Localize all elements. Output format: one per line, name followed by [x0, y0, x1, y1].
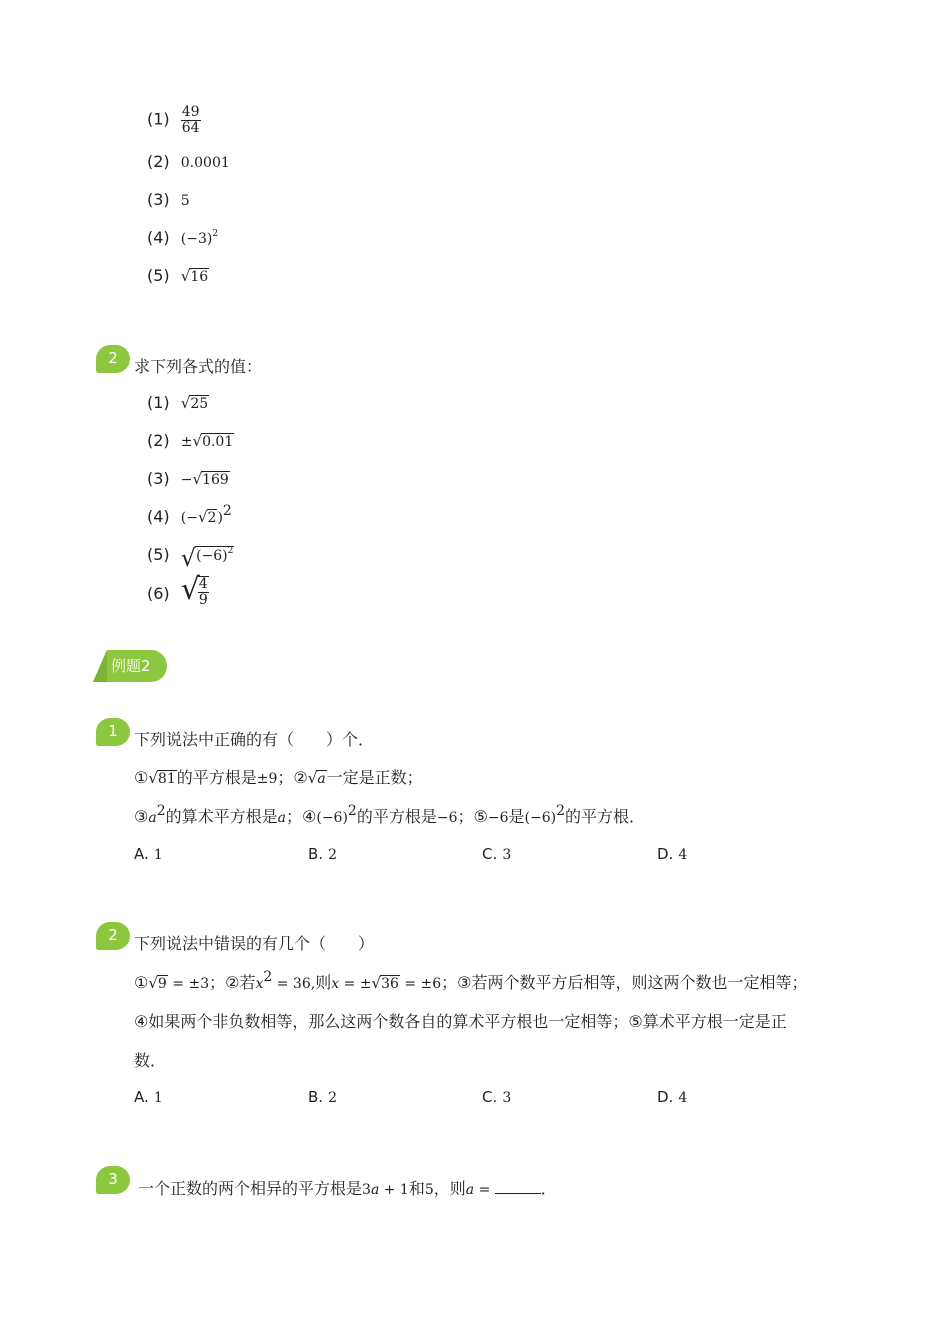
exponent: 2 [222, 503, 232, 519]
item-number: (6) [147, 584, 170, 603]
item-number: (4) [147, 507, 170, 526]
exponent: 2 [263, 969, 273, 985]
example-label: 例题2 [111, 657, 151, 675]
math-value: (−6) [316, 810, 348, 826]
question-number-badge: 3 [96, 1166, 130, 1194]
square-root [148, 769, 176, 787]
text: 的平方根是 [176, 768, 257, 787]
square-root [181, 544, 235, 572]
s1-item-5 [147, 266, 209, 285]
item-number: (2) [147, 152, 170, 171]
variable: x [331, 976, 340, 992]
math-value: = 36, [272, 976, 316, 992]
open-paren: (− [180, 510, 198, 526]
radical-sign-icon: √ [180, 544, 197, 572]
s1-item-1 [147, 105, 201, 135]
exponent: 2 [156, 803, 166, 819]
option-value: 2 [328, 1090, 338, 1106]
s2-item-6 [147, 572, 209, 611]
radicand: 25 [190, 396, 209, 412]
circled-3: ③ [134, 807, 149, 826]
text: 的平方根． [565, 807, 646, 826]
question-number-badge: 1 [96, 718, 130, 746]
radical-sign-icon: √ [197, 508, 208, 526]
question-stem: 下列说法中正确的有（ ）个． [134, 730, 375, 749]
question-number-badge: 2 [96, 922, 130, 950]
text: 和 [408, 1179, 425, 1198]
exponent: 2 [212, 229, 219, 239]
text: 则 [315, 973, 332, 992]
item-number: (2) [147, 431, 170, 450]
option-value: 1 [153, 847, 163, 863]
s1-item-4 [147, 228, 218, 247]
tag-fold-icon [93, 650, 107, 682]
text: ． [540, 1179, 557, 1198]
question-stem [138, 1176, 557, 1199]
option-b[interactable] [308, 844, 337, 863]
text: ；②若 [209, 973, 256, 992]
text: ；⑤ [457, 807, 488, 826]
option-b[interactable] [308, 1087, 337, 1106]
square-root [181, 267, 209, 285]
radical-sign-icon: √ [371, 974, 382, 992]
option-letter: D. [657, 1088, 674, 1106]
math-value: 5 [424, 1182, 434, 1198]
math-value: ±9 [256, 771, 278, 787]
s2-item-3 [147, 469, 230, 488]
radicand: 2 [207, 510, 217, 526]
item-number: (3) [147, 190, 170, 209]
question-number-badge: 2 [96, 345, 130, 373]
math-value: (−6) [524, 810, 557, 826]
radical-sign-icon: √ [192, 432, 203, 450]
radicand: 36 [381, 976, 399, 992]
s2-item-4 [147, 503, 232, 526]
question-stem: 下列说法中错误的有几个（ ） [134, 934, 375, 953]
radicand [195, 546, 234, 564]
option-letter: A. [134, 845, 149, 863]
item-number: (4) [147, 228, 170, 247]
question-prompt: 求下列各式的值： [134, 357, 263, 376]
option-value: 4 [678, 847, 688, 863]
numerator: 49 [181, 104, 200, 120]
fraction [181, 105, 201, 135]
item-number: (3) [147, 469, 170, 488]
math-value: −6 [436, 810, 458, 826]
equals-sign: = [474, 1182, 495, 1198]
square-root [308, 769, 327, 787]
square-root [193, 470, 230, 488]
answer-blank[interactable] [495, 1183, 541, 1194]
option-value: 3 [502, 847, 512, 863]
value: 5 [180, 193, 190, 209]
text: 一定是正数； [326, 768, 423, 787]
statement-line-1 [134, 970, 808, 993]
base: (−3) [180, 231, 213, 247]
radicand: 0.01 [202, 434, 234, 450]
square-root [372, 974, 400, 992]
option-a[interactable] [134, 1087, 163, 1106]
radical-sign-icon: √ [148, 974, 158, 992]
s1-item-3 [147, 190, 190, 209]
option-letter: B. [308, 845, 324, 863]
text: 一个正数的两个相异的平方根是 [138, 1179, 363, 1198]
variable: a [148, 810, 157, 826]
option-a[interactable] [134, 844, 163, 863]
option-letter: A. [134, 1088, 149, 1106]
option-value: 4 [678, 1090, 688, 1106]
radicand: 169 [202, 472, 229, 488]
radicand-base: (−6) [196, 548, 228, 564]
radical-sign-icon: √ [180, 394, 191, 412]
radicand: a [317, 771, 326, 787]
math-value: = ±3 [167, 976, 210, 992]
radicand: 16 [190, 269, 209, 285]
exponent: 2 [556, 803, 565, 819]
variable: a [465, 1182, 475, 1198]
power-expression [181, 231, 218, 247]
statement-line-1 [134, 765, 423, 788]
prefix-sign: ± [180, 434, 193, 450]
s1-item-2 [147, 152, 230, 171]
item-number: (5) [147, 266, 170, 285]
option-d[interactable] [657, 844, 687, 863]
text: 是 [508, 807, 525, 826]
text: 的算术平方根是 [165, 807, 278, 826]
math-value: = ±6 [399, 976, 442, 992]
option-d[interactable] [657, 1087, 687, 1106]
value: 0.0001 [180, 155, 230, 171]
exponent: 2 [347, 803, 357, 819]
statement-line-3: 数． [134, 1051, 167, 1070]
option-c[interactable] [482, 1087, 511, 1106]
denominator: 64 [181, 119, 200, 136]
radicand: 81 [157, 771, 176, 787]
option-letter: C. [482, 1088, 498, 1106]
option-value: 3 [502, 1090, 512, 1106]
option-letter: C. [482, 845, 498, 863]
radical-sign-icon: √ [148, 769, 158, 787]
option-value: 2 [328, 847, 338, 863]
option-letter: D. [657, 845, 674, 863]
radical-sign-icon: √ [180, 267, 191, 285]
text: ；④ [286, 807, 317, 826]
square-root [148, 974, 167, 992]
s2-item-2 [147, 431, 234, 450]
statement-line-2 [134, 804, 645, 827]
circled-1: ① [134, 973, 149, 992]
square-root [198, 508, 217, 526]
radicand: 9 [157, 976, 167, 992]
text: ，则 [433, 1179, 466, 1198]
text: ；② [277, 768, 308, 787]
math-value: = ± [339, 976, 372, 992]
s2-item-5 [147, 544, 234, 572]
variable: a [277, 810, 286, 826]
close-paren: ) [217, 510, 223, 526]
math-value: −6 [487, 810, 509, 826]
text: 的平方根是 [356, 807, 437, 826]
math-value: 3 [362, 1182, 371, 1198]
item-number: (1) [147, 393, 170, 412]
option-letter: B. [308, 1088, 324, 1106]
prefix-sign: − [180, 472, 193, 488]
text: ；③若两个数平方后相等，则这两个数也一定相等； [441, 973, 808, 992]
variable: x [255, 976, 264, 992]
option-c[interactable] [482, 844, 511, 863]
square-root [193, 432, 235, 450]
statement-line-2: ④如果两个非负数相等，那么这两个数各自的算术平方根也一定相等；⑤算术平方根一定是正 [134, 1012, 787, 1031]
square-root-fraction [180, 572, 209, 611]
item-number: (1) [147, 109, 170, 129]
item-number: (5) [147, 545, 170, 564]
exponent: 2 [227, 546, 234, 556]
variable: a [370, 1182, 380, 1198]
square-root [181, 394, 209, 412]
radical-sign-icon: √ [192, 470, 203, 488]
circled-1: ① [134, 768, 149, 787]
s2-item-1 [147, 393, 209, 412]
option-value: 1 [153, 1090, 163, 1106]
math-value: + 1 [379, 1182, 409, 1198]
numerator: 4 [198, 576, 208, 592]
radical-sign-icon: √ [307, 769, 318, 787]
denominator: 9 [198, 591, 208, 608]
radical-sign-icon: √ [180, 572, 200, 607]
